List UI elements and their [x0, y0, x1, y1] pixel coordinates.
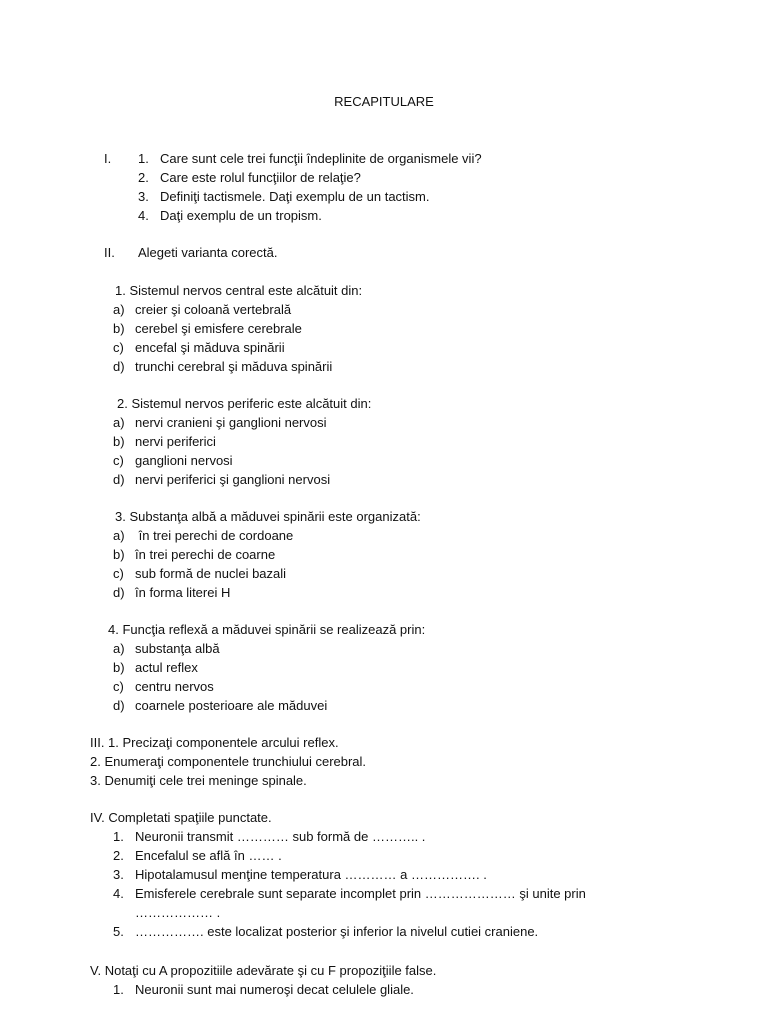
mc-question-1 [113, 281, 362, 376]
option-text: sub formă de nuclei bazali [135, 566, 287, 581]
option-label: d) [113, 585, 125, 600]
section-4 [90, 808, 586, 941]
option-label: b) [113, 434, 125, 449]
question-number: 2. [138, 170, 149, 185]
fill-blank-number: 1. [113, 829, 124, 844]
option-text: trunchi cerebral şi măduva spinării [135, 359, 333, 374]
option-text: creier şi coloană vertebrală [135, 302, 292, 317]
option-label: a) [113, 415, 125, 430]
option-text: cerebel şi emisfere cerebrale [135, 321, 302, 336]
section-5-heading: V. Notaţi cu A propozitiile adevărate şi cu F propoziţiile false. [90, 963, 437, 978]
fill-blank-number: 2. [113, 848, 124, 863]
option-label: b) [113, 547, 125, 562]
option-label: a) [113, 302, 125, 317]
mc-question-3 [113, 507, 421, 602]
question-text: Definiţi tactismele. Daţi exemplu de un tactism. [160, 189, 430, 204]
section-3 [90, 733, 366, 790]
mc-question-text: 4. Funcţia reflexă a măduvei spinării se realizează prin: [108, 622, 426, 637]
mc-question-text: 2. Sistemul nervos periferic este alcătuit din: [117, 396, 372, 411]
page-title: RECAPITULARE [334, 94, 434, 109]
option-text: nervi cranieni şi ganglioni nervosi [135, 415, 327, 430]
section-3-line: 3. Denumiţi cele trei meninge spinale. [90, 773, 307, 788]
option-text: nervi periferici [135, 434, 216, 449]
fill-blank-text: Neuronii transmit ………… sub formă de ……….. . [135, 829, 426, 844]
fill-blank-text: ……………. este localizat posterior şi inferior la nivelul cutiei craniene. [135, 924, 539, 939]
question-text: Daţi exemplu de un tropism. [160, 208, 322, 223]
mc-question-text: 3. Substanţa albă a măduvei spinării este organizată: [115, 509, 421, 524]
section-1 [104, 149, 482, 225]
option-text: în trei perechi de cordoane [135, 528, 294, 543]
question-number: 3. [138, 189, 149, 204]
true-false-text: Neuronii sunt mai numeroşi decat celulele gliale. [135, 982, 414, 997]
section-5 [90, 961, 436, 999]
fill-blank-text: ……………… . [135, 905, 221, 920]
fill-blank-number: 5. [113, 924, 124, 939]
option-text: nervi periferici şi ganglioni nervosi [135, 472, 331, 487]
section-1-numeral: I. [104, 151, 112, 166]
option-text: substanţa albă [135, 641, 220, 656]
section-4-heading: IV. Completati spaţiile punctate. [90, 810, 272, 825]
section-2-numeral: II. [104, 245, 115, 260]
option-label: d) [113, 472, 125, 487]
mc-question-text: 1. Sistemul nervos central este alcătuit din: [115, 283, 363, 298]
section-2-heading: Alegeti varianta corectă. [138, 245, 278, 260]
question-text: Care este rolul funcţiilor de relaţie? [160, 170, 361, 185]
fill-blank-number [113, 903, 135, 922]
section-2-header [104, 243, 277, 262]
question-number: 4. [138, 208, 149, 223]
option-label: d) [113, 359, 125, 374]
option-text: coarnele posterioare ale măduvei [135, 698, 328, 713]
section-3-line: 2. Enumeraţi componentele trunchiului cerebral. [90, 754, 367, 769]
fill-blank-text: Hipotalamusul menţine temperatura ………… a ……………. . [135, 867, 487, 882]
fill-blank-number: 4. [113, 886, 124, 901]
option-label: a) [113, 641, 125, 656]
section-3-line: III. 1. Precizaţi componentele arcului reflex. [90, 735, 339, 750]
fill-blank-text: Emisferele cerebrale sunt separate incomplet prin ………………… şi unite prin [135, 886, 586, 901]
option-text: în trei perechi de coarne [135, 547, 276, 562]
option-text: ganglioni nervosi [135, 453, 233, 468]
option-text: în forma literei H [135, 585, 231, 600]
fill-blank-text: Encefalul se află în …… . [135, 848, 282, 863]
option-label: b) [113, 321, 125, 336]
option-label: c) [113, 566, 124, 581]
option-label: b) [113, 660, 125, 675]
option-text: encefal şi măduva spinării [135, 340, 285, 355]
mc-question-4 [108, 620, 425, 715]
mc-question-2 [113, 394, 371, 489]
option-text: centru nervos [135, 679, 214, 694]
option-label: d) [113, 698, 125, 713]
question-text: Care sunt cele trei funcţii îndeplinite de organismele vii? [160, 151, 482, 166]
option-label: c) [113, 453, 124, 468]
option-label: c) [113, 340, 124, 355]
question-number: 1. [138, 151, 149, 166]
true-false-number: 1. [113, 982, 124, 997]
option-label: c) [113, 679, 124, 694]
fill-blank-number: 3. [113, 867, 124, 882]
option-label: a) [113, 528, 125, 543]
option-text: actul reflex [135, 660, 198, 675]
